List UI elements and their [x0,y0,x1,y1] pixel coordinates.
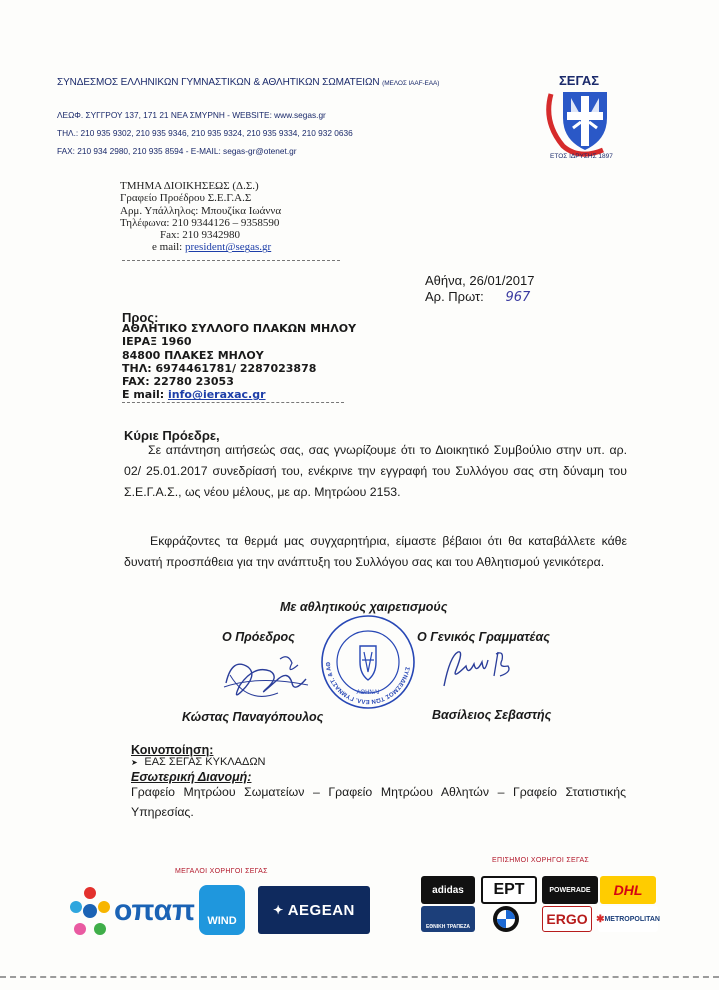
sponsor-adidas: adidas [421,876,475,904]
sponsor-ert: ΕΡΤ [481,876,537,904]
org-phones: ΤΗΛ.: 210 935 9302, 210 935 9346, 210 935 9324, 210 935 9334, 210 932 0636 [57,128,353,138]
greeting: Κύριε Πρόεδρε, [124,428,220,443]
dept-email-link[interactable]: president@segas.gr [185,241,272,254]
org-title [57,77,439,88]
stamp-city: ΑΘΗΝΑΙ [356,690,380,696]
logo-caption: ΕΤΟΣ ΙΔΡΥΣΗΣ 1897 [550,153,613,160]
sender-department [120,180,281,254]
arrow-bullet-icon: ➤ [131,758,145,767]
sponsor-ergo: ERGO [542,906,592,932]
cc-item-text: ΕΑΣ ΣΕΓΑΣ ΚΥΚΛΑΔΩΝ [144,756,266,768]
recipient-email-row [122,388,356,401]
major-sponsors-caption: ΜΕΓΑΛΟΙ ΧΟΡΗΓΟΙ ΣΕΓΑΣ [175,868,268,875]
logo-text: ΣΕΓΑΣ [558,73,600,88]
sponsor-dhl: DHL [600,876,656,904]
recipient-line: 84800 ΠΛΑΚΕΣ ΜΗΛΟΥ [122,348,264,362]
dept-email-row [120,241,281,253]
footer-divider [0,976,719,978]
dept-line: Γραφείο Προέδρου Σ.Ε.Γ.Α.Σ [120,192,252,205]
date-block [425,273,534,306]
sponsor-bmw [492,905,520,938]
recipient-heading: Προς: [122,310,159,325]
official-stamp [318,612,418,717]
president-name: Κώστας Παναγόπουλος [182,710,324,724]
recipient-email-link[interactable]: info@ieraxac.gr [168,388,266,402]
divider [122,402,344,403]
secretary-signature [438,642,518,699]
secretary-title: Ο Γενικός Γραμματέας [417,630,550,644]
recipient-line: FAX: 22780 23053 [122,375,234,389]
cc-heading: Κοινοποίηση: [131,743,214,757]
dept-line: Τηλέφωνα: 210 9344126 – 9358590 [120,216,280,229]
protocol-row [425,289,534,306]
sponsor-opap [68,885,195,937]
body-paragraph-1: Σε απάντηση αιτήσεώς σας, σας γνωρίζουμε ότι το Διοικητικό Συμβούλιο στην υπ. αρ. 02/ 25.01.2017 συνεδρίασή του, ενέκρινε την εγγραφή του Συλλόγου σας στη δύναμη του Σ.Ε.Γ.Α.Σ., ως νέου μέλους, με αρ. Μητρώου 2153. [124,443,627,499]
president-title: Ο Πρόεδρος [222,630,295,644]
metropolitan-logo-text: METROPOLITAN [604,915,660,923]
opap-figure-icon [68,885,112,937]
recipient-email-label: E mail: [122,388,168,402]
aegean-logo-text: AEGEAN [287,901,355,919]
bmw-roundel-icon [492,905,520,933]
president-signature [218,645,313,712]
org-membership: (ΜΕΛΟΣ IAAF-ΕΑΑ) [382,80,440,87]
closing: Με αθλητικούς χαιρετισμούς [280,600,448,614]
cc-item [131,756,266,768]
dept-line: Αρμ. Υπάλληλος: Μπουζίκα Ιωάννα [120,204,282,217]
org-fax-email: FAX: 210 934 2980, 210 935 8594 - E-MAIL: segas-gr@otenet.gr [57,146,297,156]
sponsor-metropolitan [598,906,658,932]
opap-logo-text: οπαπ [114,894,196,927]
segas-logo [533,72,625,164]
aegean-bird-icon: ✦ [273,903,284,917]
divider [122,260,340,261]
sponsor-powerade: POWERADE [542,876,598,904]
body-paragraph-2: Εκφράζοντες τα θερμά μας συγχαρητήρια, είμαστε βέβαιοι ότι θα καταβάλλετε κάθε δυνατή προσπάθεια για την ανάπτυξη του Συλλόγου σας και του Αθλητισμού γενικότερα. [124,534,627,569]
recipient-address [122,322,356,402]
recipient-line: ΑΘΛΗΤΙΚΟ ΣΥΛΛΟΓΟ ΠΛΑΚΩΝ ΜΗΛΟΥ [122,322,357,335]
dept-line: ΤΜΗΜΑ ΔΙΟΙΚΗΣΕΩΣ (Δ.Σ.) [120,180,259,192]
recipient-line: ΙΕΡΑΞ 1960 [122,335,192,349]
internal-distribution: Γραφείο Μητρώου Σωματείων – Γραφείο Μητρώου Αθλητών – Γραφείο Στατιστικής Υπηρεσίας. [131,785,626,819]
recipient-line: ΤΗΛ: 6974461781/ 2287023878 [122,361,317,375]
org-title-text: ΣΥΝΔΕΣΜΟΣ ΕΛΛΗΝΙΚΩΝ ΓΥΜΝΑΣΤΙΚΩΝ & ΑΘΛΗΤΙΚΩΝ ΣΩΜΑΤΕΙΩΝ [57,77,380,88]
dept-fax: Fax: 210 9342980 [160,229,241,242]
stamp-text: ΣΥΝΔΕΣΜΟΣ ΤΩΝ ΕΛΛ. ΓΥΜΝΑΣΤ. & ΑΘ [325,661,410,705]
internal-heading: Εσωτερική Διανομή: [131,770,252,784]
sponsor-bank: ΕΘΝΙΚΗ ΤΡΑΠΕΖΑ [421,906,475,932]
protocol-number: 967 [505,290,531,305]
org-address: ΛΕΩΦ. ΣΥΓΓΡΟΥ 137, 171 21 ΝΕΑ ΣΜΥΡΝΗ - WEBSITE: www.segas.gr [57,110,326,120]
letter-date: Αθήνα, 26/01/2017 [425,273,535,288]
sponsor-wind: WIND [199,885,245,935]
official-sponsors-caption: ΕΠΙΣΗΜΟΙ ΧΟΡΗΓΟΙ ΣΕΓΑΣ [492,857,590,864]
metropolitan-star-icon: ✱ [596,913,605,925]
secretary-name: Βασίλειος Σεβαστής [432,708,552,722]
sponsor-aegean [258,886,370,934]
protocol-label: Αρ. Πρωτ: [425,289,484,304]
dept-email-label: e mail: [152,241,185,254]
